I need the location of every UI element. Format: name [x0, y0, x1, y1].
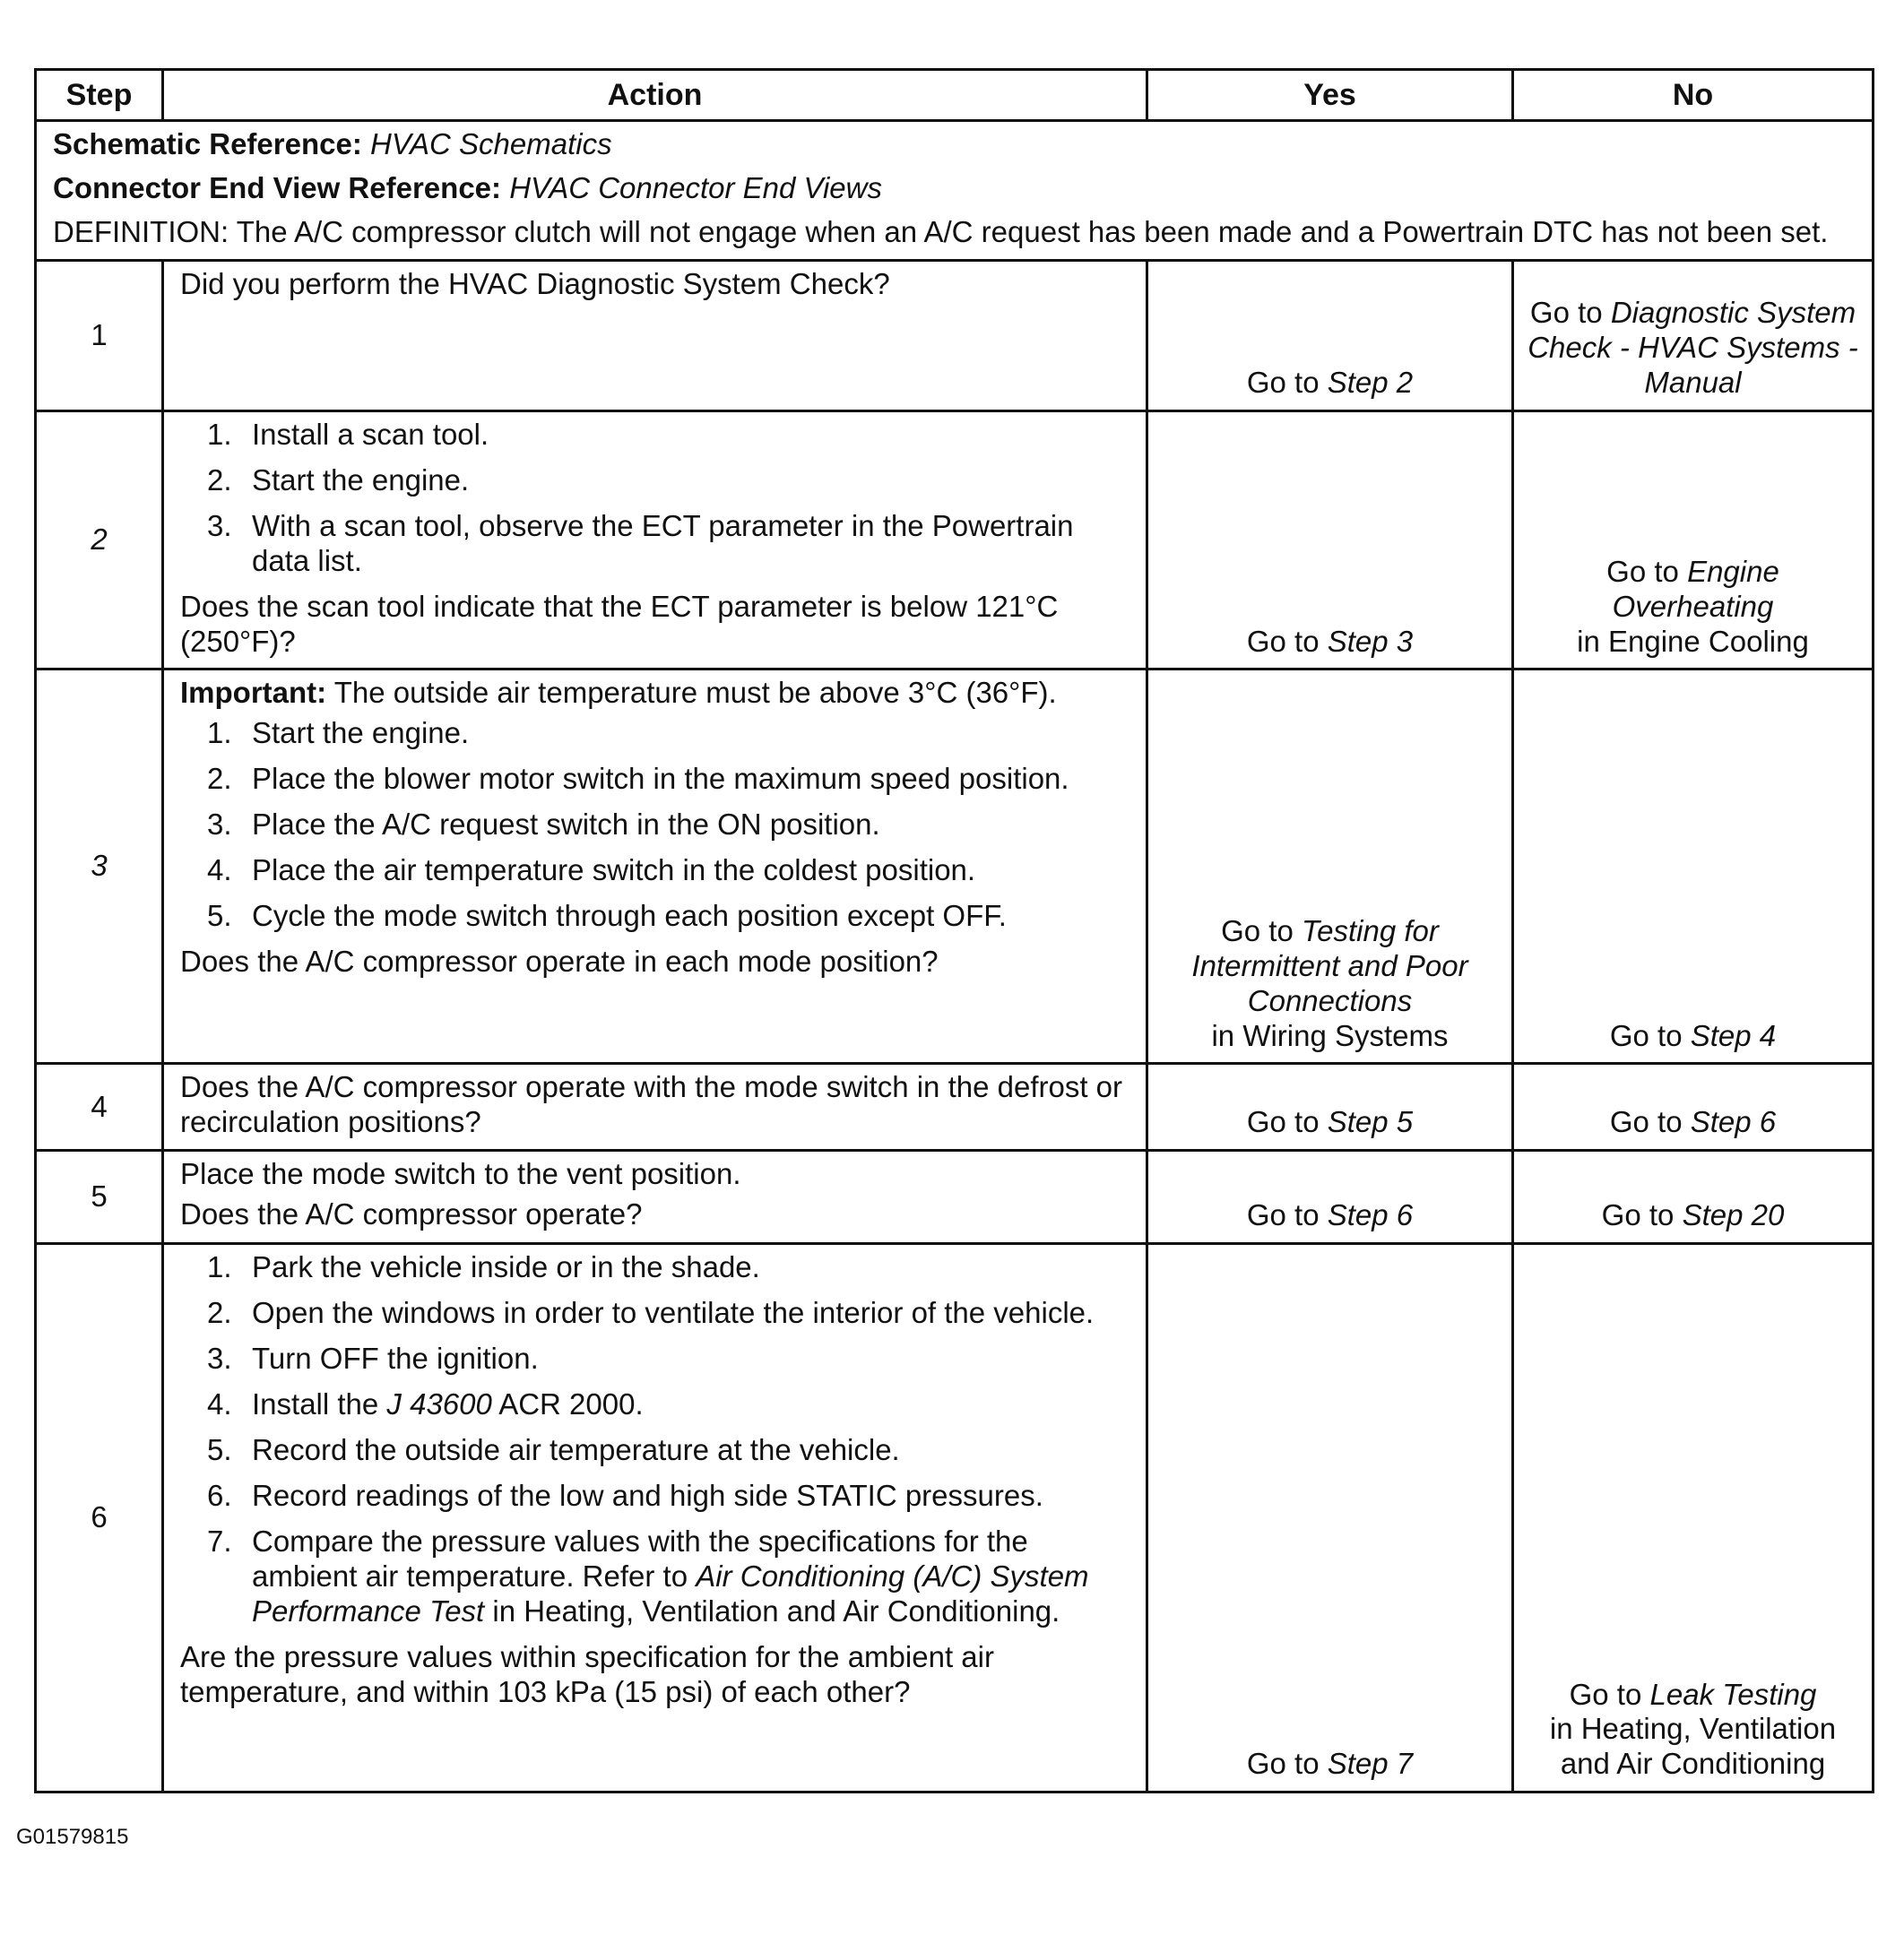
action-cell — [163, 1151, 1147, 1244]
yes-link[interactable]: Step 6 — [1327, 1198, 1414, 1232]
important-text: The outside air temperature must be above 3°C (36°F). — [326, 676, 1057, 710]
item-number: 5. — [207, 899, 232, 933]
step-question: Does the scan tool indicate that the ECT parameter is below 121°C (250°F)? — [180, 589, 1059, 658]
schematic-reference — [53, 127, 1859, 162]
yes-cell — [1147, 1151, 1513, 1244]
no-link[interactable]: Leak Testing — [1649, 1677, 1817, 1711]
table-row — [36, 669, 1874, 1064]
no-cell — [1513, 410, 1874, 669]
header-yes: Yes — [1147, 70, 1513, 121]
yes-prefix: Go to — [1246, 1198, 1328, 1232]
yes-cell — [1147, 410, 1513, 669]
connector-reference-link[interactable]: HVAC Connector End Views — [509, 170, 882, 204]
no-suffix: in Engine Cooling — [1577, 624, 1809, 658]
item-text: Place the air temperature switch in the coldest position. — [252, 853, 976, 887]
item-text: Record the outside air temperature at the vehicle. — [252, 1433, 900, 1467]
yes-cell — [1147, 1244, 1513, 1792]
list-item — [180, 509, 1133, 579]
step-number: 5 — [36, 1151, 163, 1244]
tool-number: J 43600 — [386, 1387, 492, 1421]
item-text: Record readings of the low and high side STATIC pressures. — [252, 1479, 1043, 1512]
header-row — [36, 70, 1874, 121]
table-row — [36, 1151, 1874, 1244]
list-item — [180, 1525, 1133, 1629]
item-text: Place the blower motor switch in the maximum speed position. — [252, 762, 1069, 796]
yes-cell — [1147, 260, 1513, 410]
item-text: With a scan tool, observe the ECT parameter in the Powertrain data list. — [252, 508, 1074, 577]
item-text: Cycle the mode switch through each position except OFF. — [252, 899, 1007, 933]
step-number: 6 — [36, 1244, 163, 1792]
important-note — [180, 676, 1133, 711]
list-item — [180, 1342, 1133, 1377]
instruction-list — [180, 418, 1133, 579]
no-cell — [1513, 669, 1874, 1064]
item-number: 4. — [207, 1387, 232, 1421]
step-number: 3 — [36, 669, 163, 1064]
item-number: 2. — [207, 1296, 232, 1330]
no-prefix: Go to — [1601, 1198, 1683, 1232]
item-text: in Heating, Ventilation and Air Conditioning. — [484, 1594, 1060, 1628]
item-number: 5. — [207, 1433, 232, 1467]
yes-prefix: Go to — [1221, 913, 1302, 947]
no-prefix: Go to — [1609, 1105, 1691, 1139]
item-number: 4. — [207, 853, 232, 887]
step-instruction: Place the mode switch to the vent position. — [180, 1157, 741, 1191]
performance-test-link[interactable]: Air Conditioning (A/C) System Performance Test — [252, 1559, 1089, 1628]
table-row — [36, 1064, 1874, 1151]
connector-reference-label: Connector End View Reference: — [53, 170, 502, 204]
item-text: Compare the pressure values with the specifications for the ambient air temperature. Refer to — [252, 1524, 1028, 1593]
list-item — [180, 463, 1133, 498]
yes-link[interactable]: Step 5 — [1327, 1105, 1414, 1139]
instruction-list — [180, 716, 1133, 934]
table-row — [36, 260, 1874, 410]
no-cell — [1513, 1064, 1874, 1151]
item-number: 3. — [207, 508, 232, 542]
reference-cell — [36, 121, 1874, 261]
list-item — [180, 418, 1133, 453]
step-question: Does the A/C compressor operate? — [180, 1197, 643, 1231]
step-number: 4 — [36, 1064, 163, 1151]
list-item — [180, 716, 1133, 751]
yes-link[interactable]: Step 2 — [1327, 365, 1414, 399]
step-question: Does the A/C compressor operate with the mode switch in the defrost or recirculation positions? — [180, 1070, 1123, 1139]
yes-link[interactable]: Testing for Intermittent and Poor Connections — [1191, 913, 1468, 1017]
header-step: Step — [36, 70, 163, 121]
action-cell — [163, 410, 1147, 669]
action-cell — [163, 1244, 1147, 1792]
item-text: Place the A/C request switch in the ON position. — [252, 808, 880, 842]
important-label: Important: — [180, 676, 327, 710]
action-cell — [163, 260, 1147, 410]
item-text: Open the windows in order to ventilate the interior of the vehicle. — [252, 1296, 1095, 1330]
table-row — [36, 410, 1874, 669]
no-link[interactable]: Engine Overheating — [1612, 554, 1779, 623]
no-link[interactable]: Step 6 — [1690, 1105, 1777, 1139]
no-cell — [1513, 1244, 1874, 1792]
no-cell — [1513, 1151, 1874, 1244]
list-item — [180, 1296, 1133, 1331]
yes-link[interactable]: Step 3 — [1327, 624, 1414, 658]
no-suffix: in Heating, Ventilation and Air Conditioning — [1549, 1712, 1837, 1781]
step-question: Did you perform the HVAC Diagnostic System Check? — [180, 266, 890, 300]
item-text: Install the — [252, 1387, 387, 1421]
header-action: Action — [163, 70, 1147, 121]
list-item — [180, 1250, 1133, 1285]
list-item — [180, 899, 1133, 934]
reference-row — [36, 121, 1874, 261]
list-item — [180, 762, 1133, 797]
action-cell — [163, 669, 1147, 1064]
no-prefix: Go to — [1609, 1018, 1691, 1052]
item-text: ACR 2000. — [491, 1387, 644, 1421]
table-row — [36, 1244, 1874, 1792]
schematic-reference-label: Schematic Reference: — [53, 127, 362, 160]
yes-prefix: Go to — [1246, 365, 1328, 399]
item-text: Install a scan tool. — [252, 417, 489, 451]
item-number: 7. — [207, 1524, 232, 1558]
item-text: Park the vehicle inside or in the shade. — [252, 1250, 760, 1284]
step-question: Are the pressure values within specification for the ambient air temperature, and within 103 kPa (15 psi) of each other? — [180, 1639, 994, 1708]
step-question: Does the A/C compressor operate in each mode position? — [180, 945, 939, 979]
item-number: 2. — [207, 762, 232, 796]
no-link[interactable]: Step 4 — [1690, 1018, 1777, 1052]
no-link[interactable]: Step 20 — [1682, 1198, 1785, 1232]
item-number: 2. — [207, 462, 232, 497]
list-item — [180, 853, 1133, 888]
item-number: 1. — [207, 417, 232, 451]
no-prefix: Go to — [1606, 554, 1688, 588]
yes-cell — [1147, 1064, 1513, 1151]
item-number: 3. — [207, 1342, 232, 1376]
schematic-reference-link[interactable]: HVAC Schematics — [370, 127, 612, 160]
yes-prefix: Go to — [1246, 1747, 1328, 1781]
yes-prefix: Go to — [1246, 624, 1328, 658]
item-text: Start the engine. — [252, 462, 470, 497]
list-item — [180, 808, 1133, 842]
definition-text: DEFINITION: The A/C compressor clutch will not engage when an A/C request has been made and a Powertrain DTC has not been set. — [53, 214, 1829, 248]
item-number: 6. — [207, 1479, 232, 1512]
figure-id: G01579815 — [16, 1825, 129, 1849]
header-no: No — [1513, 70, 1874, 121]
step-number: 1 — [36, 260, 163, 410]
item-number: 1. — [207, 1250, 232, 1284]
yes-link[interactable]: Step 7 — [1327, 1747, 1414, 1781]
yes-prefix: Go to — [1246, 1105, 1328, 1139]
list-item — [180, 1479, 1133, 1514]
yes-cell — [1147, 669, 1513, 1064]
no-prefix: Go to — [1569, 1677, 1650, 1711]
item-text: Turn OFF the ignition. — [252, 1342, 539, 1376]
list-item — [180, 1433, 1133, 1468]
connector-reference — [53, 171, 1859, 206]
no-cell — [1513, 260, 1874, 410]
no-link[interactable]: Diagnostic System Check - HVAC Systems - Manual — [1528, 296, 1858, 399]
step-number: 2 — [36, 410, 163, 669]
instruction-list — [180, 1250, 1133, 1628]
action-cell — [163, 1064, 1147, 1151]
diagnostic-page — [34, 68, 1872, 1793]
item-number: 1. — [207, 716, 232, 750]
item-number: 3. — [207, 808, 232, 842]
list-item — [180, 1387, 1133, 1422]
yes-suffix: in Wiring Systems — [1211, 1018, 1449, 1052]
no-prefix: Go to — [1529, 296, 1611, 329]
item-text: Start the engine. — [252, 716, 470, 750]
diagnostic-table — [34, 68, 1874, 1793]
